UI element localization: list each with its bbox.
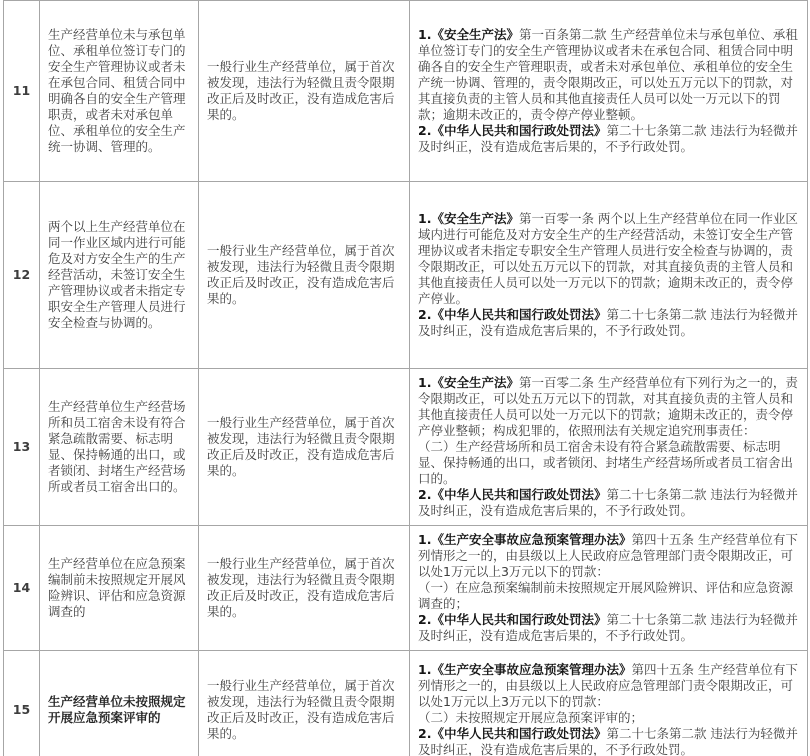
law-clause-text: 第四十五条 生产经营单位有下列情形之一的，由县级以上人民政府应急管理部门责令限期改正，可以处1万元以上3万元以下的罚款：: [418, 661, 798, 709]
legal-basis-block: [418, 487, 799, 519]
cell-row-number: 15: [4, 651, 40, 756]
table-row: [4, 1, 808, 182]
law-clause-text: （二）未按照规定开展应急预案评审的；: [418, 709, 644, 725]
cell-discretion-criteria: 一般行业生产经营单位，属于首次被发现，违法行为轻微且责令限期改正后及时改正，没有造成危害后果的。: [199, 1, 410, 182]
legal-basis-block: [418, 123, 799, 155]
cell-legal-basis: [410, 651, 808, 756]
law-name: 2.《中华人民共和国行政处罚法》: [418, 612, 607, 627]
law-clause-text: （二）生产经营场所和员工宿舍未设有符合紧急疏散需要、标志明显、保持畅通的出口，或者锁闭、封堵生产经营场所或者员工宿舍出口的。: [418, 439, 794, 486]
penalty-table: [3, 0, 808, 756]
law-name: 1.《生产安全事故应急预案管理办法》: [418, 532, 632, 547]
law-name: 1.《生产安全事故应急预案管理办法》: [418, 661, 632, 677]
cell-row-number: 14: [4, 526, 40, 651]
law-clause-text: 第四十五条 生产经营单位有下列情形之一的，由县级以上人民政府应急管理部门责令限期改正，可以处1万元以上3万元以下的罚款：: [418, 532, 798, 579]
penalty-table-body: [4, 1, 808, 756]
law-clause-text: 第二十七条第二款 违法行为轻微并及时纠正，没有造成危害后果的，不予行政处罚。: [418, 725, 798, 756]
legal-basis-block: [418, 662, 799, 710]
legal-basis-block: [418, 532, 799, 580]
table-row: [4, 651, 808, 756]
law-clause-text: 第二十七条第二款 违法行为轻微并及时纠正，没有造成危害后果的，不予行政处罚。: [418, 487, 798, 518]
table-row: [4, 526, 808, 651]
cell-legal-basis: [410, 182, 808, 369]
cell-legal-basis: [410, 526, 808, 651]
law-name: 1.《安全生产法》: [418, 211, 519, 226]
law-name: 1.《安全生产法》: [418, 27, 519, 42]
cell-discretion-criteria: 一般行业生产经营单位，属于首次被发现，违法行为轻微且责令限期改正后及时改正，没有造成危害后果的。: [199, 651, 410, 756]
law-name: 2.《中华人民共和国行政处罚法》: [418, 307, 607, 322]
cell-legal-basis: [410, 369, 808, 526]
table-row: [4, 182, 808, 369]
law-clause-text: 第二十七条第二款 违法行为轻微并及时纠正，没有造成危害后果的，不予行政处罚。: [418, 612, 798, 643]
law-name: 2.《中华人民共和国行政处罚法》: [418, 123, 607, 138]
cell-row-number: 12: [4, 182, 40, 369]
cell-violation-description: 生产经营单位未与承包单位、承租单位签订专门的安全生产管理协议或者未在承包合同、租赁合同中明确各自的安全生产管理职责，或者未对承包单位、承租单位的安全生产统一协调、管理的。: [40, 1, 199, 182]
cell-discretion-criteria: 一般行业生产经营单位，属于首次被发现，违法行为轻微且责令限期改正后及时改正，没有造成危害后果的。: [199, 526, 410, 651]
cell-violation-description: 生产经营单位未按照规定开展应急预案评审的: [40, 651, 199, 756]
legal-basis-block: [418, 710, 799, 726]
legal-basis-block: [418, 612, 799, 644]
legal-basis-block: [418, 27, 799, 123]
cell-legal-basis: [410, 1, 808, 182]
law-name: 1.《安全生产法》: [418, 375, 519, 390]
law-clause-text: 第一百条第二款 生产经营单位未与承包单位、承租单位签订专门的安全生产管理协议或者未在承包合同、租赁合同中明确各自的安全生产管理职责，或者未对承包单位、承租单位的安全生产统一协调、管理的，责令限期改正，可以处五万元以下的罚款，对其直接负责的主管人员和其他直接责任人员可以处一万元以下的罚款；逾期未改正的，责令停产停业整顿。: [418, 27, 798, 122]
cell-row-number: 13: [4, 369, 40, 526]
law-clause-text: 第二十七条第二款 违法行为轻微并及时纠正，没有造成危害后果的，不予行政处罚。: [418, 307, 798, 338]
law-name: 2.《中华人民共和国行政处罚法》: [418, 725, 607, 741]
legal-basis-block: [418, 439, 799, 487]
legal-basis-block: [418, 375, 799, 439]
legal-basis-block: [418, 580, 799, 612]
legal-basis-block: [418, 307, 799, 339]
cell-violation-description: 生产经营单位在应急预案编制前未按照规定开展风险辨识、评估和应急资源调查的: [40, 526, 199, 651]
law-name: 2.《中华人民共和国行政处罚法》: [418, 487, 607, 502]
law-clause-text: （一）在应急预案编制前未按照规定开展风险辨识、评估和应急资源调查的；: [418, 580, 794, 611]
cell-row-number: 11: [4, 1, 40, 182]
cell-discretion-criteria: 一般行业生产经营单位，属于首次被发现，违法行为轻微且责令限期改正后及时改正，没有造成危害后果的。: [199, 369, 410, 526]
legal-basis-block: [418, 726, 799, 756]
law-clause-text: 第一百零一条 两个以上生产经营单位在同一作业区域内进行可能危及对方安全生产的生产经营活动，未签订安全生产管理协议或者未指定专职安全生产管理人员进行安全检查与协调的，责令限期改正，可以处五万元以下的罚款，对其直接负责的主管人员和其他直接责任人员可以处一万元以下的罚款；逾期未改正的，责令停产停业。: [418, 211, 798, 306]
cell-violation-description: 两个以上生产经营单位在同一作业区域内进行可能危及对方安全生产的生产经营活动，未签订安全生产管理协议或者未指定专职安全生产管理人员进行安全检查与协调的。: [40, 182, 199, 369]
cell-discretion-criteria: 一般行业生产经营单位，属于首次被发现，违法行为轻微且责令限期改正后及时改正，没有造成危害后果的。: [199, 182, 410, 369]
law-clause-text: 第二十七条第二款 违法行为轻微并及时纠正，没有造成危害后果的，不予行政处罚。: [418, 123, 798, 154]
cell-violation-description: 生产经营单位生产经营场所和员工宿舍未设有符合紧急疏散需要、标志明显、保持畅通的出口，或者锁闭、封堵生产经营场所或者员工宿舍出口的。: [40, 369, 199, 526]
law-clause-text: 第一百零二条 生产经营单位有下列行为之一的，责令限期改正，可以处五万元以下的罚款，对其直接负责的主管人员和其他直接责任人员可以处一万元以下的罚款；逾期未改正的，责令停产停业整顿；构成犯罪的，依照刑法有关规定追究刑事责任：: [418, 375, 798, 438]
table-row: [4, 369, 808, 526]
legal-basis-block: [418, 211, 799, 307]
